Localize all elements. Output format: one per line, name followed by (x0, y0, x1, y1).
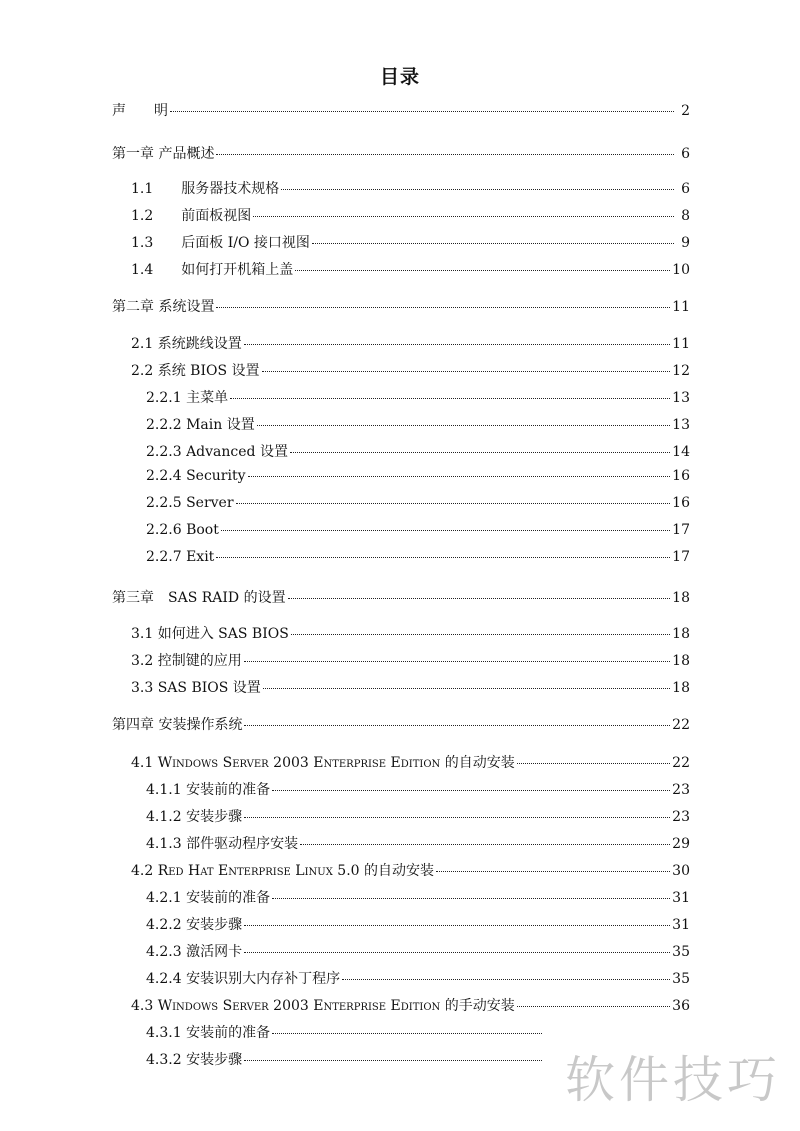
toc-entry-label: 4.3.1 安装前的准备 (146, 1025, 271, 1041)
toc-entry-label: 2.2.3 Advanced 设置 (146, 444, 288, 460)
toc-entry-chapter-2[interactable] (112, 296, 690, 316)
toc-entry-label: 3.3 SAS BIOS 设置 (131, 680, 261, 696)
toc-page-number: 11 (672, 336, 690, 352)
leader-dots (216, 307, 670, 308)
toc-page-number: 8 (681, 208, 690, 224)
toc-entry-2-2-6[interactable] (146, 522, 690, 542)
toc-entry-4-1[interactable] (131, 752, 690, 772)
toc-entry-4-3-1[interactable] (146, 1022, 558, 1042)
toc-page-number: 12 (672, 363, 690, 379)
toc-entry-label: 4.3 Windows Server 2003 Enterprise Edition 的手动安装 (131, 998, 515, 1014)
leader-dots (257, 425, 670, 426)
toc-entry-2-2-2[interactable] (146, 414, 690, 434)
toc-entry-2-2-7[interactable] (146, 549, 690, 569)
toc-entry-2-1[interactable] (131, 333, 690, 353)
leader-dots (244, 725, 670, 726)
leader-dots (312, 243, 674, 244)
toc-entry-label: 2.2.4 Security (146, 468, 246, 484)
toc-entry-4-2-3[interactable] (146, 941, 690, 961)
toc-entry-2-2-3[interactable] (146, 441, 690, 461)
toc-entry-label: 2.2.2 Main 设置 (146, 417, 255, 433)
toc-page-number: 18 (672, 680, 690, 696)
toc-page-number: 23 (672, 809, 690, 825)
toc-page-number: 35 (672, 944, 690, 960)
toc-entry-label: 4.1 Windows Server 2003 Enterprise Edition 的自动安装 (131, 755, 515, 771)
leader-dots (272, 790, 670, 791)
toc-entry-4-1-1[interactable] (146, 779, 690, 799)
leader-dots (244, 1060, 542, 1061)
leader-dots (244, 344, 670, 345)
toc-entry-chapter-1[interactable] (112, 143, 690, 163)
toc-entry-label: 声 明 (112, 103, 168, 119)
toc-entry-label: 1.3 后面板 I/O 接口视图 (131, 235, 310, 251)
toc-entry-label: 4.2.2 安装步骤 (146, 917, 243, 933)
toc-entry-label: 1.4 如何打开机箱上盖 (131, 262, 294, 278)
page-title: 目录 (379, 66, 420, 88)
toc-page-number: 16 (672, 468, 690, 484)
toc-entry-4-2[interactable] (131, 860, 690, 880)
toc-page-number: 18 (672, 653, 690, 669)
toc-entry-4-3[interactable] (131, 995, 690, 1015)
toc-entry-4-2-4[interactable] (146, 968, 690, 988)
toc-entry-label: 3.2 控制键的应用 (131, 653, 242, 669)
toc-page-number: 13 (672, 390, 690, 406)
toc-entry-2-2[interactable] (131, 360, 690, 380)
toc-page-number: 35 (672, 971, 690, 987)
leader-dots (262, 371, 671, 372)
leader-dots (272, 898, 670, 899)
toc-page-number: 16 (672, 495, 690, 511)
leader-dots (290, 452, 670, 453)
leader-dots (281, 189, 674, 190)
toc-entry-label: 2.2.1 主菜单 (146, 390, 229, 406)
toc-entry-4-2-1[interactable] (146, 887, 690, 907)
toc-entry-label: 第四章 安装操作系统 (112, 717, 243, 733)
toc-entry-label: 4.2.4 安装识别大内存补丁程序 (146, 971, 341, 987)
toc-page-number: 2 (681, 103, 690, 119)
leader-dots (300, 844, 670, 845)
leader-dots (244, 925, 670, 926)
toc-page-number: 22 (672, 755, 690, 771)
toc-page-number: 6 (681, 146, 690, 162)
toc-page-number: 17 (672, 522, 690, 538)
toc-entry-label: 2.2.7 Exit (146, 549, 215, 565)
toc-entry-chapter-3[interactable] (112, 587, 690, 607)
leader-dots (244, 661, 670, 662)
toc-entry-statement[interactable] (112, 100, 690, 120)
toc-entry-2-2-1[interactable] (146, 387, 690, 407)
toc-entry-label: 4.2.3 激活网卡 (146, 944, 243, 960)
toc-page-number: 31 (672, 890, 690, 906)
toc-entry-2-2-4[interactable] (146, 468, 690, 488)
leader-dots (342, 979, 670, 980)
toc-entry-label: 第三章 SAS RAID 的设置 (112, 590, 286, 606)
toc-page-number: 18 (672, 590, 690, 606)
toc-entry-4-3-2[interactable] (146, 1049, 558, 1069)
toc-entry-label: 2.1 系统跳线设置 (131, 336, 242, 352)
toc-page-number: 22 (672, 717, 690, 733)
toc-entry-label: 第二章 系统设置 (112, 299, 215, 315)
toc-entry-1-4[interactable] (131, 259, 690, 279)
toc-page-number: 10 (672, 262, 690, 278)
leader-dots (230, 398, 670, 399)
toc-entry-label: 2.2 系统 BIOS 设置 (131, 363, 260, 379)
leader-dots (272, 1033, 542, 1034)
toc-page-number: 9 (681, 235, 690, 251)
toc-page-number: 30 (672, 863, 690, 879)
toc-page-number: 17 (672, 549, 690, 565)
leader-dots (288, 598, 671, 599)
leader-dots (263, 688, 670, 689)
toc-entry-4-1-3[interactable] (146, 833, 690, 853)
toc-entry-3-2[interactable] (131, 650, 690, 670)
leader-dots (517, 1006, 670, 1007)
toc-entry-label: 2.2.5 Server (146, 495, 234, 511)
toc-entry-label: 第一章 产品概述 (112, 146, 215, 162)
toc-entry-4-2-2[interactable] (146, 914, 690, 934)
toc-entry-1-1[interactable] (131, 178, 690, 198)
toc-entry-label: 4.2 Red Hat Enterprise Linux 5.0 的自动安装 (131, 863, 435, 879)
toc-entry-chapter-4[interactable] (112, 714, 690, 734)
toc-page-number: 18 (672, 626, 690, 642)
leader-dots (253, 216, 674, 217)
leader-dots (216, 154, 674, 155)
toc-page-number: 23 (672, 782, 690, 798)
leader-dots (291, 634, 670, 635)
leader-dots (244, 952, 670, 953)
leader-dots (436, 871, 670, 872)
toc-page-number: 14 (672, 444, 690, 460)
toc-page-number: 11 (672, 299, 690, 315)
leader-dots (221, 530, 670, 531)
toc-entry-label: 3.1 如何进入 SAS BIOS (131, 626, 289, 642)
leader-dots (236, 503, 671, 504)
toc-entry-label: 4.1.2 安装步骤 (146, 809, 243, 825)
toc-entry-label: 4.2.1 安装前的准备 (146, 890, 271, 906)
toc-page-number: 13 (672, 417, 690, 433)
leader-dots (244, 817, 670, 818)
leader-dots (248, 476, 671, 477)
toc-entry-label: 4.1.3 部件驱动程序安装 (146, 836, 299, 852)
watermark: 软件技巧 (565, 1051, 781, 1109)
toc-entry-4-1-2[interactable] (146, 806, 690, 826)
leader-dots (216, 557, 670, 558)
leader-dots (295, 270, 670, 271)
toc-page-number: 31 (672, 917, 690, 933)
leader-dots (517, 763, 670, 764)
toc-entry-1-3[interactable] (131, 232, 690, 252)
toc-entry-label: 1.2 前面板视图 (131, 208, 252, 224)
toc-page-number: 6 (681, 181, 690, 197)
toc-entry-3-3[interactable] (131, 677, 690, 697)
toc-page-number: 36 (672, 998, 690, 1014)
toc-entry-label: 2.2.6 Boot (146, 522, 219, 538)
toc-entry-1-2[interactable] (131, 205, 690, 225)
leader-dots (170, 111, 674, 112)
toc-entry-3-1[interactable] (131, 623, 690, 643)
toc-entry-label: 4.1.1 安装前的准备 (146, 782, 271, 798)
toc-entry-2-2-5[interactable] (146, 495, 690, 515)
toc-entry-label: 1.1 服务器技术规格 (131, 181, 280, 197)
toc-page-number: 29 (672, 836, 690, 852)
toc-entry-label: 4.3.2 安装步骤 (146, 1052, 243, 1068)
